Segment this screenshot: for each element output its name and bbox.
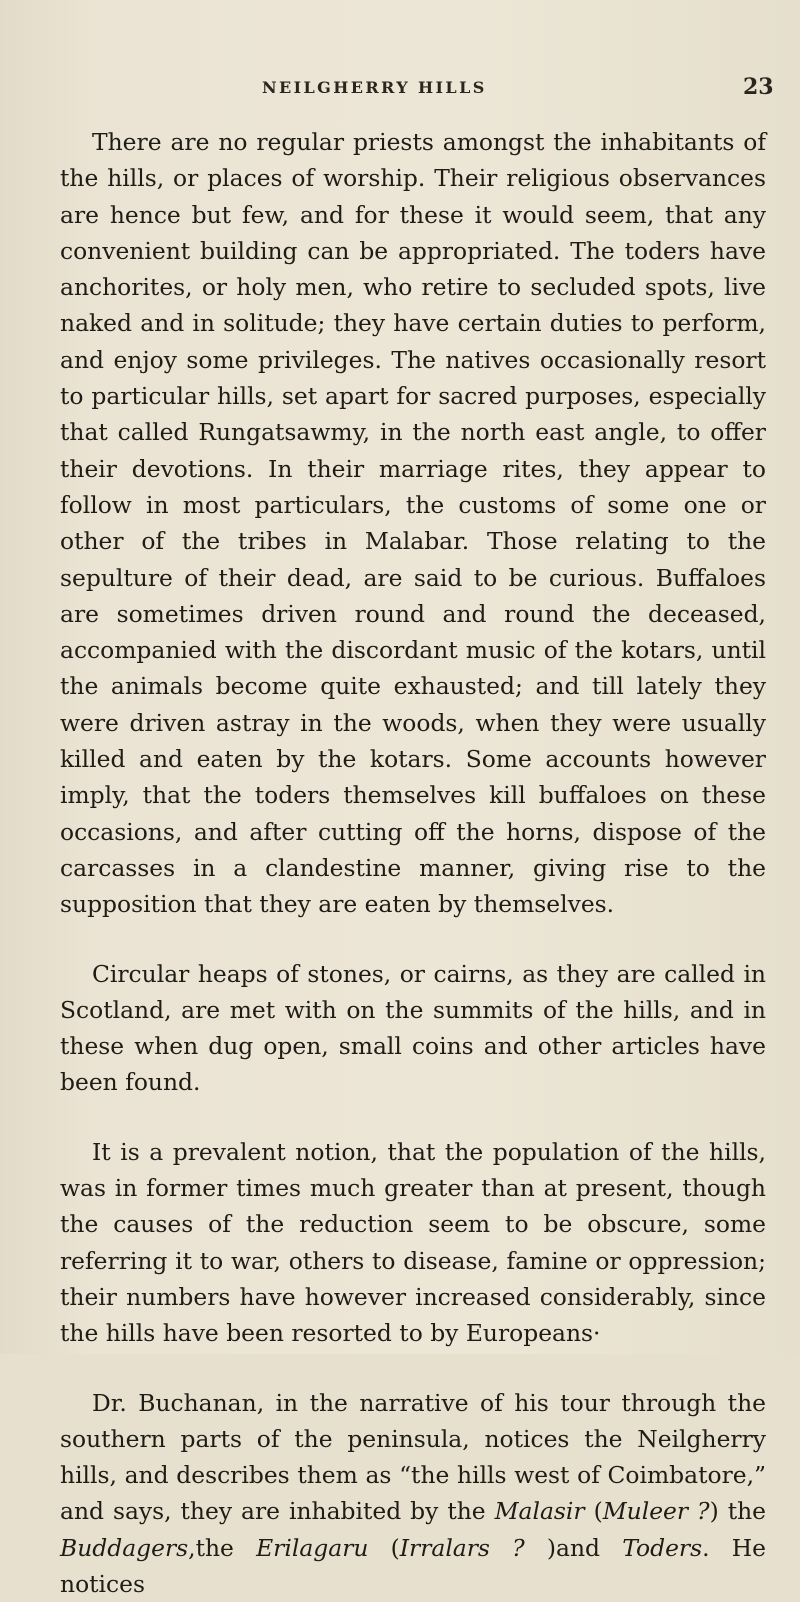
tribe-name-muleer: Muleer ? — [603, 1497, 710, 1525]
page-number: 23 — [743, 74, 774, 100]
paragraph-population: It is a prevalent notion, that the population of the hills, was in former times much greater than at present, though the causes of the reduction seem to be obscure, some referring it to war, others to disease, famine or oppression; their numbers have however increased considerably, since the hills have been resorted to by Europeans· — [60, 1134, 766, 1352]
paragraph-buchanan — [60, 1385, 766, 1602]
buchanan-text-1: Dr. Buchanan, in the narrative of his tour through the southern parts of the peninsula, notices the Neilgherry hills, and describes them as “the hills west of Coimbatore,” and says, they are inhabited by the — [60, 1389, 766, 1526]
tribe-name-erilagaru: Erilagaru — [256, 1534, 368, 1562]
tribe-name-buddagers: Buddagers — [60, 1534, 188, 1562]
body-text — [60, 124, 766, 1602]
buchanan-text-3: ) the — [710, 1497, 766, 1525]
paragraph-religion: There are no regular priests amongst the inhabitants of the hills, or places of worship. Their religious observances are hence but few, and for these it would seem, that any convenient building can be appropriated. The toders have anchorites, or holy men, who retire to secluded spots, live naked and in solitude; they have certain duties to perform, and enjoy some privileges. The natives occasionally resort to particular hills, set apart for sacred purposes, especially that called Rungatsawmy, in the north east angle, to offer their devotions. In their marriage rites, they appear to follow in most particulars, the customs of some one or other of the tribes in Malabar. Those relating to the sepulture of their dead, are said to be curious. Buffaloes are sometimes driven round and round the deceased, accompanied with the discordant music of the kotars, until the animals become quite exhausted; and till lately they were driven astray in the woods, when they were usually killed and eaten by the kotars. Some accounts however imply, that the toders themselves kill buffaloes on these occasions, and after cutting off the horns, dispose of the carcasses in a clandestine manner, giving rise to the supposition that they are eaten by themselves. — [60, 124, 766, 923]
buchanan-text-2: ( — [585, 1497, 603, 1525]
tribe-name-irralars: Irralars ? — [400, 1534, 525, 1562]
tribe-name-toders: Toders — [622, 1534, 702, 1562]
running-head: NEILGHERRY HILLS — [262, 78, 487, 97]
buchanan-text-7: . He notices — [60, 1534, 766, 1598]
paragraph-cairns: Circular heaps of stones, or cairns, as they are called in Scotland, are met with on the summits of the hills, and in these when dug open, small coins and other articles have been found. — [60, 956, 766, 1101]
buchanan-text-4: ,the — [188, 1534, 256, 1562]
buchanan-text-6: )and — [525, 1534, 623, 1562]
page-header — [0, 74, 800, 104]
tribe-name-malasir: Malasir — [495, 1497, 585, 1525]
buchanan-text-5: ( — [368, 1534, 399, 1562]
